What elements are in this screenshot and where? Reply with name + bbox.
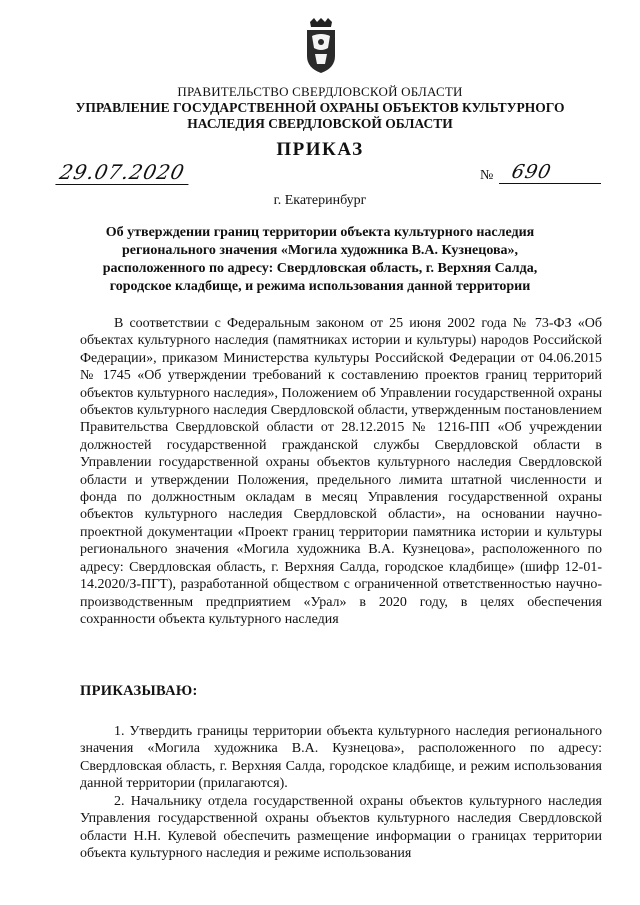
city-line: г. Екатеринбург xyxy=(273,193,367,208)
department-name: УПРАВЛЕНИЕ ГОСУДАРСТВЕННОЙ ОХРАНЫ ОБЪЕКТОВ КУЛЬТУРНОГО НАСЛЕДИЯ СВЕРДЛОВСКОЙ ОБЛАСТИ xyxy=(75,100,565,131)
handwritten-date: 29.07.2020 xyxy=(55,160,193,185)
number-label: № xyxy=(480,168,494,183)
preamble-paragraph: В соответствии с Федеральным законом от 25 июня 2002 года № 73-ФЗ «Об объектах культурного наследия (памятниках истории и культуры) народов Российской Федерации», приказом Министерства культуры Российской Федерации от 04.06.2015 № 1745 «Об утверждении требований к составлению проектов границ территорий объектов культурного наследия», Положением об Управлении государственной охраны объектов культурного наследия Свердловской области, утвержденным постановлением Правительства Свердловской области от 28.12.2015 № 1216-ПП «Об учреждении должностей государственной гражданской службы Свердловской области в Управлении государственной охраны объектов культурного наследия Свердловской области и утверждении Положения, предельного лимита штатной численности и фонда по должностным окладам в месяц Управления государственной охраны объектов культурного наследия Свердловской области», на основании научно-проектной документации «Проект границ территории памятника истории и культуры регионального значения «Могила художника В.А. Кузнецова», расположенного по адресу: Свердловская область, г. Верхняя Салда, городское кладбище» (шифр 12-01-14.2020/З-ПГТ), разработанной обществом с ограниченной ответственностью научно-производственным предприятием «Урал» в 2020 году, в целях обеспечения сохранности объекта культурного наследия xyxy=(80,316,602,627)
order-item-2: 2. Начальнику отдела государственной охраны объектов культурного наследия Управления государственной охраны объектов культурного наследия Свердловской области Н.Н. Кулевой обеспечить размещение информации о границах территории объекта культурного наследия и режиме использования xyxy=(80,794,602,862)
order-subject: Об утверждении границ территории объекта культурного наследия регионального значения «Могила художника В.А. Кузнецова», расположенного по адресу: Свердловская область, г. Верхняя Салда, городское кладбище, и режима использования данной территории xyxy=(102,225,538,294)
number-underline xyxy=(499,183,601,184)
decree-heading: ПРИКАЗЫВАЮ: xyxy=(80,683,198,699)
government-name: ПРАВИТЕЛЬСТВО СВЕРДЛОВСКОЙ ОБЛАСТИ xyxy=(177,84,463,99)
document-type-title: ПРИКАЗ xyxy=(276,139,364,160)
order-item-1: 1. Утвердить границы территории объекта культурного наследия регионального значения «Могила художника В.А. Кузнецова», расположенного по адресу: Свердловская область, г. Верхняя Салда, городское кладбище, и режим использования данной территории (прилагаются). xyxy=(80,724,602,792)
handwritten-number: 690 xyxy=(509,161,554,183)
sverdlovsk-coat-of-arms-icon xyxy=(304,18,338,74)
